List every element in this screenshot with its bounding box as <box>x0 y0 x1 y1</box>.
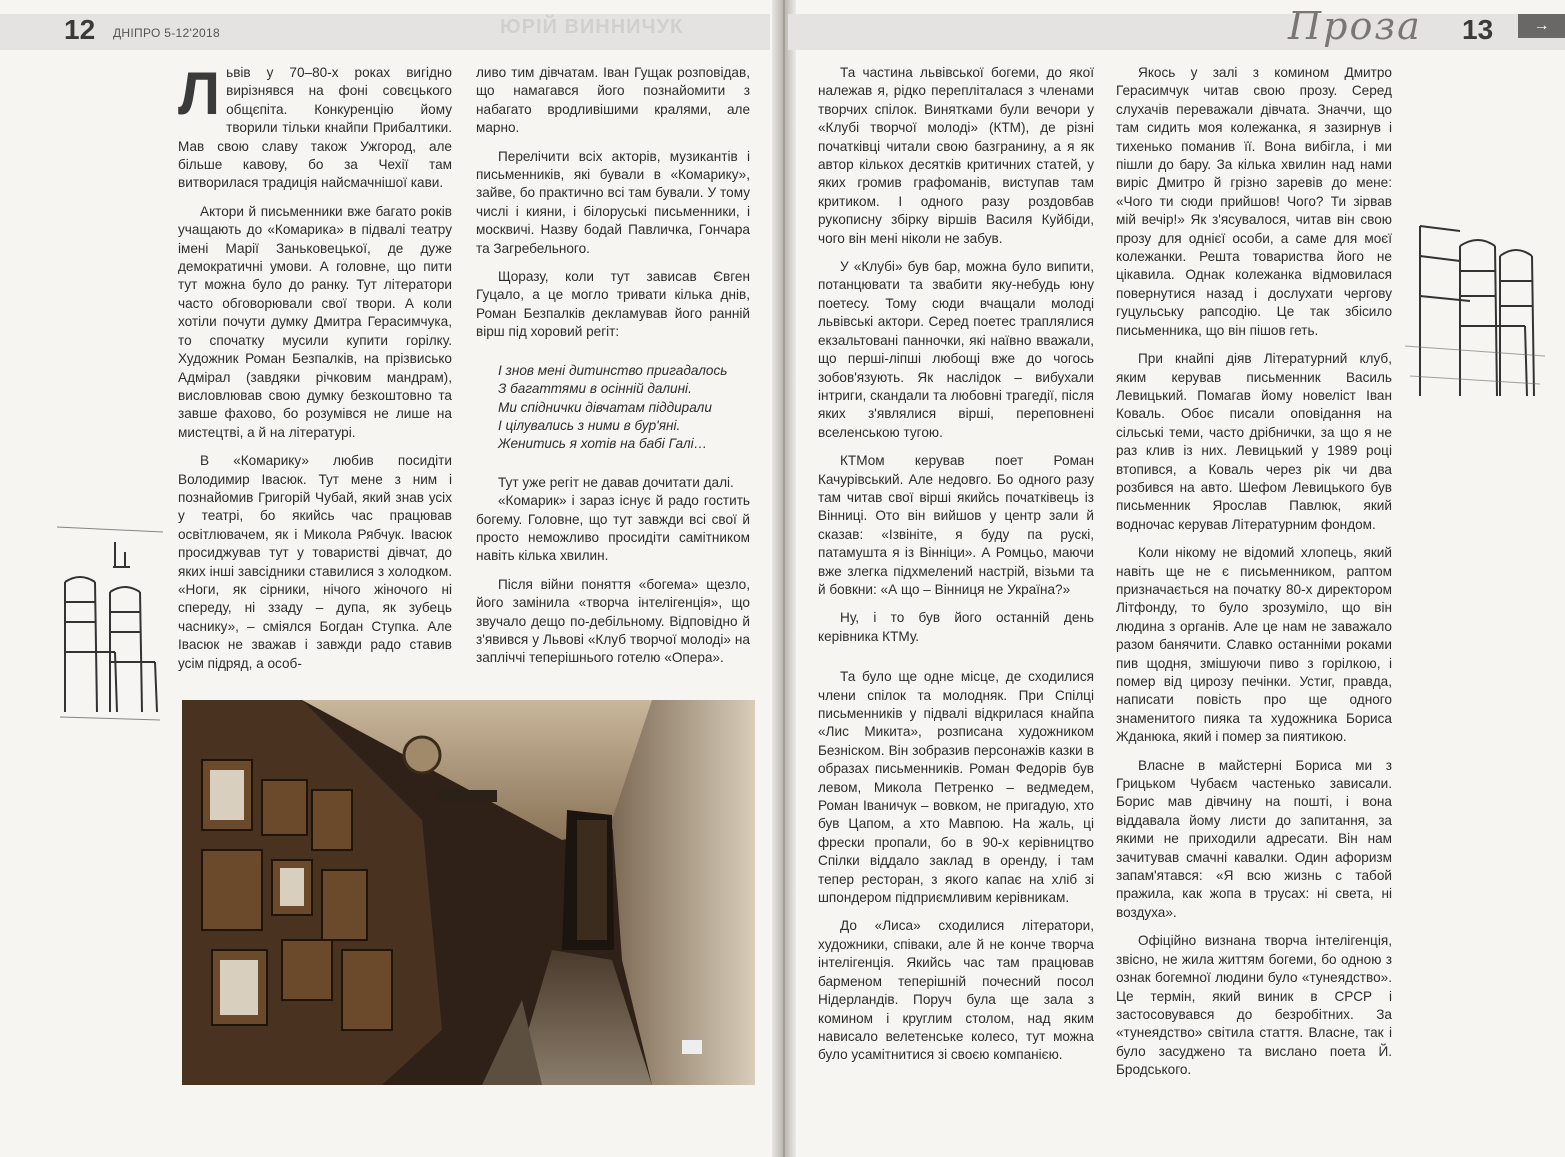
poem-line: І цілувались з ними в бур'яні. <box>498 417 681 433</box>
paragraph: В «Комарику» любив посидіти Володимир Івасюк. Тут мене з ним і познайомив Григорій Чубай, який знав усіх у театрі, бо якийсь час працював освітлювачем, як і Микола Рябчук. Івасюк просиджував тут у товаристві дівчат, до яких інші завсідники ставилися з холодком. «Ноги, як сірники, нічого жіночого ні спереду, ні ззаду – дупа, як зубець часнику», – сміялся Богдан Ступка. Але Івасюк не зважав і завжди радо ставив усім підряд, а особ- <box>178 453 452 671</box>
drop-cap: Л <box>178 60 221 127</box>
column-3 <box>818 64 1094 1065</box>
paragraph: До «Лиса» сходилися літератори, художники, співаки, але й не конче творча інтелігенція. Якийсь час там працював барменом теперішній почесний посол Нідерландів. Поруч була ще зала з комином і круглим столом, над яким нависало велетенське колесо, тут можна було усамітнитися зі своєю компанією. <box>818 918 1094 1063</box>
column-4 <box>1116 64 1392 1080</box>
column-1 <box>178 60 452 673</box>
book-gutter <box>772 0 796 1157</box>
next-page-arrow-icon[interactable]: → <box>1518 14 1565 38</box>
paragraph: Ну, і то був його останній день керівника КТМу. <box>818 610 1094 644</box>
paragraph <box>178 60 452 193</box>
paragraph: Тут уже регіт не давав дочитати далі. <box>498 474 734 490</box>
paragraph: Щоразу, коли тут зависав Євген Гуцало, а це могло тривати кілька днів, Роман Безпалків декламував його ранній вірш під хоровий регіт: <box>476 269 750 340</box>
left-page-number: 12 <box>64 14 96 45</box>
issue-label: ДНІПРО 5-12'2018 <box>113 26 220 40</box>
paragraph: Перелічити всіх акторів, музикантів і письменників, які бували в «Комарику», зайве, бо практично всі там бували. У тому числі і кияни, і білоруські письменники, і москвичі. Назву бодай Павличка, Гончара та Загребельного. <box>476 148 750 256</box>
column-2 <box>476 64 750 668</box>
paragraph: Та було ще одне місце, де сходилися члени спілок та молодняк. При Спілці письменників у підвалі відкрилася кнайпа «Лис Микита», розписана художником Безніском. Він зобразив персонажів казки в образах письменників. Роман Федорів був левом, Микола Петренко – ведмедем, Роман Іваничук – вовком, не пригадую, хто був Цапом, а хто Мавпою. На жаль, ці фрески пропали, бо в 90-х керівництво Спілки віддало заклад в оренду, і там тепер ресторан, з якого капає на хліб зі шпондером підприємливим керівникам. <box>818 669 1094 906</box>
chairs-sketch-drawing <box>1400 206 1550 404</box>
paragraph: ливо тим дівчатам. Іван Гущак розповідав, що намагався його познайомити з набагато вродливішими кралями, але марно. <box>476 65 750 136</box>
chairs-sketch-drawing <box>55 522 165 722</box>
author-name: ЮРІЙ ВИННИЧУК <box>500 16 684 38</box>
paragraph: Та частина львівської богеми, до якої належав я, рідко перепліталася з членами творчих спілок. Винятками були вечори у «Клубі творчої молоді» (КТМ), де різні початківці читали свою базгранину, а я як автор кількох десятків критичних статей, у яких громив графоманів, виступав там критиком. І одного разу роздовбав рукописну збірку віршів Василя Куйбіди, чого він мені ніколи не забув. <box>818 65 1094 246</box>
paragraph-text: ьвів у 70–80-х роках вигідно вирізнявся на фоні совєцького общєпіта. Конкуренцію йому творили тільки кнайпи Прибалтики. Мав свою славу також Ужгород, але більше кавову, бо за Чехії там витворилася традиція найсмачнішої кави. <box>178 65 452 191</box>
chairs-sketch-right <box>1400 206 1550 404</box>
paragraph: Власне в майстерні Бориса ми з Грицьком Чубаєм частенько зависали. Борис мав дівчину на пошті, і вона віддавала йому листи до запитання, за якими не приходили адресати. Він нам зачитував смачні кавалки. Один афоризм запам'ятався: «Я всю жизнь с табой пражила, как жопа в трусах: ні света, ні воздуха». <box>1116 757 1392 920</box>
paragraph: У «Клубі» був бар, можна було випити, потанцювати та звабити яку-небудь юну поетесу. Тому сюди вчащали молоді львівські актори. Серед поетес траплялися екзальтовані панночки, які наївно вважали, що перші-ліпші любощі вже до чогось зобов'язують. Як наслідок – вибухали інтриги, скандали та любовні трагедії, після яких з'являлися вірші, переповнені вселенською тугою. <box>818 259 1094 440</box>
poem-line: Ми спіднички дівчатам піддирали <box>498 399 712 415</box>
paragraph: Коли нікому не відомий хлопець, який навіть ще не є письменником, раптом призначається на початку 80-х директором Літфонду, то було зрозуміло, що він людина з органів. Але це нам не заважало разом банячити. Славко останніми роками пив щодня, змішуючи пиво з горілкою, і помер від цирозу печінки. Устиг, правда, написати повість про ще одного знаменитого пияка та художника Бориса Жданюка, який і помер за пиятикою. <box>1116 545 1392 745</box>
paragraph: КТМом керував поет Роман Качурівський. Але недовго. Бо одного разу там читав свої вірші якийсь початківець із Вінниці. Ото він вийшов у центр зали й сказав: «Ізвініте, я буду па рускі, патамушта я із Вінніци». А Ромцьо, маючи вже злегка підхмелений настрій, візьми та й бовкни: «А що – Вінниця не Україна?» <box>818 453 1094 597</box>
paragraph: При кнайпі діяв Літературний клуб, яким керував письменник Василь Левицький. Помагав йому новеліст Іван Коваль. Обоє писали оповідання на сільські теми, часто дрібнички, за що я не раз клив із них. Левицький у 1989 році втопився, а Коваль через рік чи два розбився на авто. Шефом Левицького був письменник Ярослав Павлюк, який водночас керував Літературним фондом. <box>1116 351 1392 532</box>
paragraph: Після війни поняття «богема» щезло, його замінила «творча інтелігенція», що звучало дещо по-дебільному. Відповідно й з'явився у Львові «Клуб творчої молоді» на запліччі теперішнього готелю «Опера». <box>476 576 750 666</box>
poem <box>498 362 750 454</box>
chairs-sketch-left <box>55 522 165 722</box>
poem-line: Женитись я хотів на бабі Галі… <box>498 436 708 452</box>
section-title: Проза <box>1288 4 1422 48</box>
right-page-number: 13 <box>1462 14 1494 45</box>
paragraph: Офіційно визнана творча інтелігенція, звісно, не жила життям богеми, бо одною з ознак богемної людини було «тунеядство». Це термін, який виник в СРСР і застосовувався до безробітних. За «тунеядство» світила стаття. Власне, так і було засуджено та вислано поета Й. Бродського. <box>1116 933 1392 1078</box>
paragraph: Актори й письменники вже багато років учащають до «Комарика» в підвалі театру імені Марії Заньковецької, де дуже демократичні умови. А головне, що пити тут можна було до ранку. Тут літератори часто обговорювали свої твори. А коли хотіли почути думку Дмитра Герасимчука, то спочатку мусили купити горілку. Художник Роман Безпалків, на прізвисько Адмірал (завдяки річковим мандрам), висловлював свою думку безкоштовно та завше фахово, бо розумівся не лише на мистецтві, а й на літературі. <box>178 203 452 440</box>
cellar-corridor-photo <box>182 700 755 1085</box>
right-header-bar <box>788 14 1565 50</box>
paragraph: «Комарик» і зараз існує й радо гостить богему. Головне, що тут завжди всі свої й просто неможливо просидіти самітником навіть кілька хвилин. <box>476 493 750 564</box>
paragraph: Якось у залі з комином Дмитро Герасимчук читав свою прозу. Серед слухачів переважали дівчата. Значчи, що там сидить моя колежанка, я зазирнув і тихенько поманив її. Вона вибігла, і ми пішли до бару. За кілька хвилин над нами виріс Дмитро й грізно заревів до мене: «Чого ти сюди прийшов! Чого? Ти зірвав мій вечір!» Як з'ясувалося, читав він свою прозу для однієї особи, а саме для моєї колежанки. Решта товариства його не цікавила. Однак колежанка відмовилася повернутися назад і дослухати чергову гуцульську рапсодію. Це так збісило письменника, що він пішов геть. <box>1116 65 1392 338</box>
photo-illustration <box>182 700 755 1085</box>
poem-line: З багаттями в осінній далині. <box>498 381 692 397</box>
poem-line: І знов мені дитинство пригадалось <box>498 362 728 378</box>
